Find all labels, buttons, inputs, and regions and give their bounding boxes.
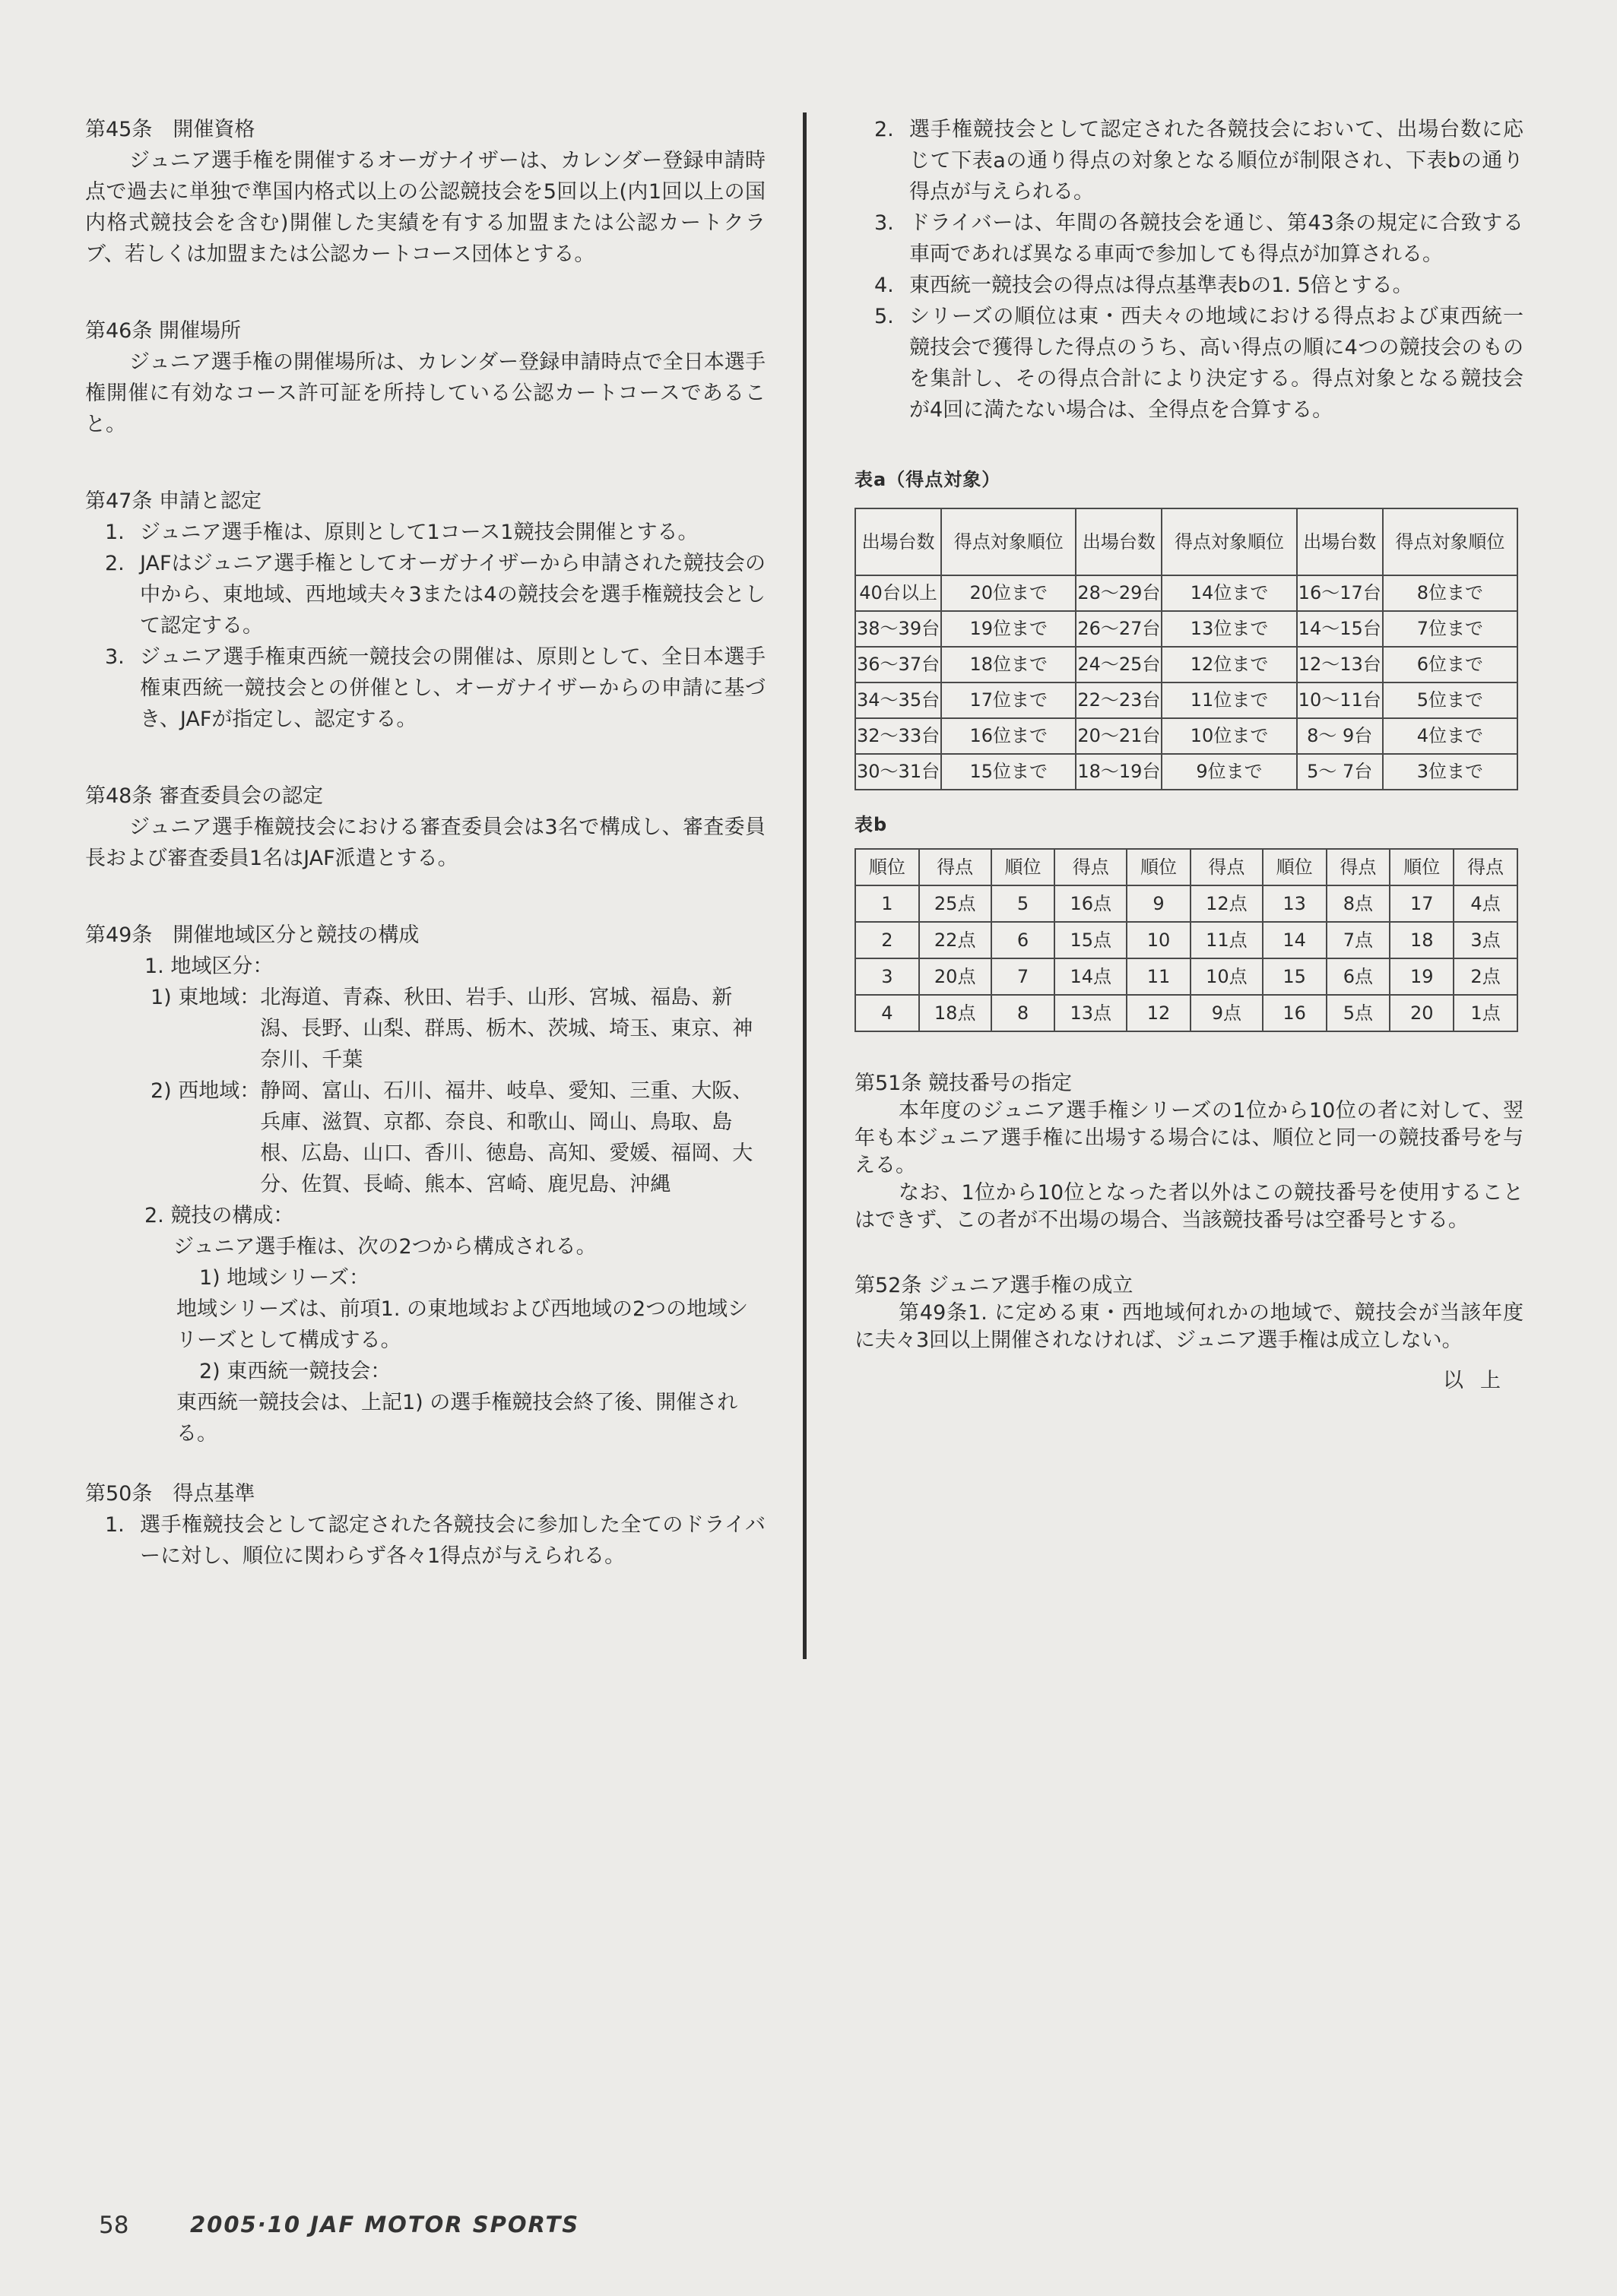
article-body: 第49条1. に定める東・西地域何れかの地域で、競技会が当該年度に夫々3回以上開催されなければ、ジュニア選手権は成立しない。 [854,1301,1523,1352]
publication-title: 2005·10 JAF MOTOR SPORTS [190,2212,580,2237]
table-header-cell: 出場台数 [855,508,941,575]
column-divider [803,112,807,1659]
article-45 [85,114,766,270]
article-51 [854,1070,1523,1234]
article-body: ジュニア選手権競技会における審査委員会は3名で構成し、審査委員長および審査委員1名はJAF派遣とする。 [85,815,766,870]
right-column [854,114,1523,1396]
table-row: 2 22点 6 15点 10 11点 14 7点 18 3点 [855,922,1517,958]
article-46 [85,315,766,440]
table-row: 36〜37台 18位まで 24〜25台 12位まで 12〜13台 6位まで [855,647,1517,682]
table-header-cell: 得点対象順位 [1162,508,1296,575]
table-row: 34〜35台 17位まで 22〜23台 11位まで 10〜11台 5位まで [855,682,1517,718]
list-item: 1. ジュニア選手権は、原則として1コース1競技会開催とする。 [105,521,699,544]
table-header-cell: 得点対象順位 [941,508,1076,575]
table-header-cell: 得点対象順位 [1383,508,1517,575]
article-48 [85,781,766,874]
article-50 [85,1478,766,1572]
table-row: 38〜39台 19位まで 26〜27台 13位まで 14〜15台 7位まで [855,611,1517,647]
article-50-continued [854,114,1523,426]
table-b [854,848,1518,1032]
article-heading: 第52条 ジュニア選手権の成立 [854,1274,1133,1297]
list-item: 1. 選手権競技会として認定された各競技会に参加した全てのドライバーに対し、順位に関わらず各々1得点が与えられる。 [105,1513,766,1568]
list-item: 4. 東西統一競技会の得点は得点基準表bの1. 5倍とする。 [874,274,1413,297]
sub-text: 東西統一競技会は、上記1) の選手権競技会終了後、開催される。 [176,1391,738,1446]
sub-label: 2) 東西統一競技会： [199,1360,392,1383]
table-a-caption: 表a（得点対象） [854,469,1001,490]
article-heading: 第49条 開催地域区分と競技の構成 [85,923,420,947]
table-row: 4 18点 8 13点 12 9点 16 5点 20 1点 [855,995,1517,1031]
table-header-row [855,508,1517,575]
page-number: 58 [99,2212,129,2239]
table-header-cell: 出場台数 [1076,508,1162,575]
list-item: 3. ジュニア選手権東西統一競技会の開催は、原則として、全日本選手権東西統一競技会との併催とし、オーガナイザーからの申請に基づき、JAFが指定し、認定する。 [105,645,766,731]
article-heading: 第48条 審査委員会の認定 [85,784,323,808]
table-row: 3 20点 7 14点 11 10点 15 6点 19 2点 [855,958,1517,995]
list-item: 2. 選手権競技会として認定された各競技会において、出場台数に応じて下表aの通り得点の対象となる順位が制限され、下表bの通り得点が与えられる。 [874,118,1523,204]
article-body: ジュニア選手権を開催するオーガナイザーは、カレンダー登録申請時点で過去に単独で準国内格式以上の公認競技会を5回以上(内1回以上の国内格式競技会を含む)開催した実績を有する加盟または公認カートクラブ、若しくは加盟または公認カートコース団体とする。 [85,149,766,266]
article-heading: 第47条 申請と認定 [85,489,262,513]
region-east: 1) 東地域： 北海道、青森、秋田、岩手、山形、宮城、福島、新潟、長野、山梨、群馬、栃木、茨城、埼玉、東京、神奈川、千葉 [151,986,753,1072]
table-row: 30〜31台 15位まで 18〜19台 9位まで 5〜 7台 3位まで [855,754,1517,790]
list-item: 2. JAFはジュニア選手権としてオーガナイザーから申請された競技会の中から、東地域、西地域夫々3または4の競技会を選手権競技会として認定する。 [105,552,766,638]
article-heading: 第45条 開催資格 [85,118,255,141]
section-label: 2. 競技の構成： [144,1204,294,1227]
section-text: ジュニア選手権は、次の2つから構成される。 [173,1235,597,1259]
list-item: 3. ドライバーは、年間の各競技会を通じ、第43条の規定に合致する車両であれば異なる車両で参加しても得点が加算される。 [874,211,1523,266]
article-47 [85,486,766,735]
table-row: 1 25点 5 16点 9 12点 13 8点 17 4点 [855,885,1517,922]
sub-label: 1) 地域シリーズ： [199,1266,369,1290]
article-heading: 第50条 得点基準 [85,1482,255,1506]
sub-text: 地域シリーズは、前項1. の東地域および西地域の2つの地域シリーズとして構成する。 [176,1297,749,1352]
region-west: 2) 西地域： 静岡、富山、石川、福井、岐阜、愛知、三重、大阪、兵庫、滋賀、京都、奈良、和歌山、岡山、鳥取、島根、広島、山口、香川、徳島、高知、愛媛、福岡、大分、佐賀、長崎、熊本、宮崎、鹿児島、沖縄 [151,1079,753,1196]
left-column [85,114,766,1572]
list-item: 5. シリーズの順位は東・西夫々の地域における得点および東西統一競技会で獲得した得点のうち、高い得点の順に4つの競技会のものを集計し、その得点合計により決定する。得点対象となる競技会が4回に満たない場合は、全得点を合算する。 [874,305,1523,422]
table-a [854,508,1518,790]
table-header-cell: 出場台数 [1297,508,1383,575]
end-mark: 以上 [1443,1369,1517,1392]
article-body: なお、1位から10位となった者以外はこの競技番号を使用することはできず、この者が不出場の場合、当該競技番号は空番号とする。 [854,1181,1523,1232]
article-heading: 第51条 競技番号の指定 [854,1072,1072,1095]
section-label: 1. 地域区分： [144,955,274,978]
article-body: ジュニア選手権の開催場所は、カレンダー登録申請時点で全日本選手権開催に有効なコース許可証を所持している公認カートコースであること。 [85,350,766,436]
article-heading: 第46条 開催場所 [85,319,241,343]
article-body: 本年度のジュニア選手権シリーズの1位から10位の者に対して、翌年も本ジュニア選手権に出場する場合には、順位と同一の競技番号を与える。 [854,1099,1523,1177]
article-49 [85,920,766,1449]
table-row: 40台以上 20位まで 28〜29台 14位まで 16〜17台 8位まで [855,575,1517,611]
article-52 [854,1272,1523,1354]
table-row: 32〜33台 16位まで 20〜21台 10位まで 8〜 9台 4位まで [855,718,1517,754]
table-header-row: 順位 得点 順位 得点 順位 得点 順位 得点 順位 得点 [855,849,1517,885]
table-b-caption: 表b [854,814,888,835]
